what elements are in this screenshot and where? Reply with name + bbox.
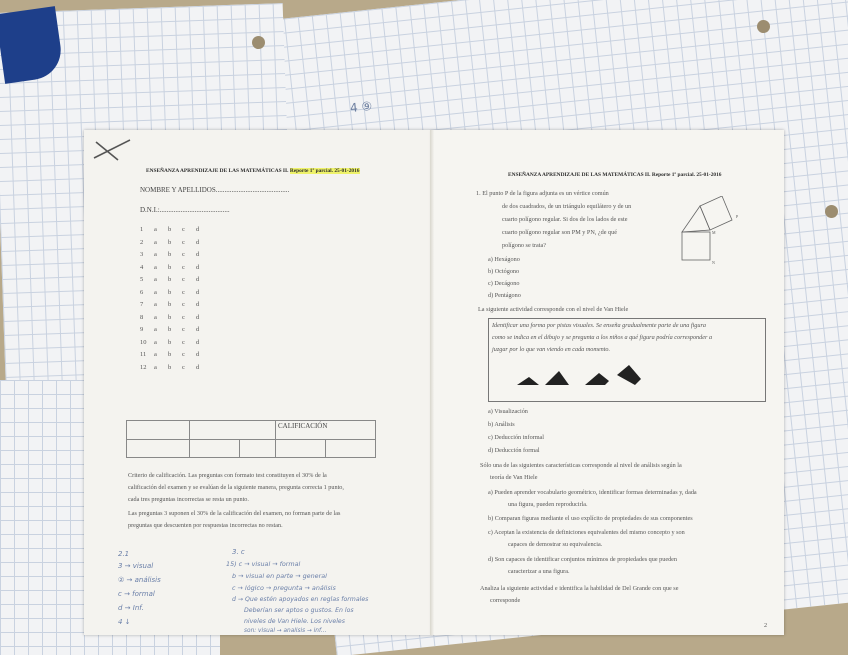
grade-label: CALIFICACIÓN [278, 422, 328, 430]
answer-row [140, 314, 210, 321]
answer-cell: b [168, 301, 172, 308]
header-highlight: Reporte 1º parcial. 25-01-2016 [289, 168, 360, 174]
answer-cell: b [168, 251, 172, 258]
activity-line: Identificar una forma por pistas visuales. Se enseña gradualmente parte de una figura [492, 322, 706, 329]
handwritten-label: 4 ⑨ [349, 98, 373, 116]
figure-label-p: P [736, 214, 739, 219]
answer-cell: d [196, 276, 200, 283]
answer-cell: a [154, 301, 157, 308]
answer-cell: d [196, 251, 200, 258]
option-line: b) Octógono [488, 268, 520, 275]
answer-row [140, 239, 210, 246]
answer-cell: a [154, 226, 157, 233]
handwritten-note: Deberían ser aptos o gustos. En los [244, 607, 354, 614]
answer-cell: d [196, 238, 200, 246]
question-line: teoría de Van Hiele [490, 474, 538, 481]
answer-row [140, 264, 210, 271]
handwritten-note: d → Que estén apoyados en reglas formales [232, 596, 369, 603]
option-line: a) Hexágono [488, 256, 520, 263]
question-line: 1. El punto P de la figura adjunta es un vértice común [476, 190, 609, 197]
answer-cell: b [168, 363, 172, 371]
answer-row [140, 301, 210, 308]
answer-cell: 8 [140, 313, 144, 321]
option-line: c) Deducción informal [488, 434, 545, 441]
answer-cell: d [196, 263, 200, 271]
answer-cell: d [196, 326, 200, 333]
answer-cell: 6 [140, 288, 144, 296]
answer-cell: d [196, 288, 200, 296]
answer-cell: c [182, 276, 185, 283]
punch-hole [252, 36, 265, 49]
handwritten-note: c → formal [118, 590, 155, 598]
answer-cell: b [168, 276, 172, 283]
activity-line: como se indica en el dibujo y se pregunta a los niños a qué figura podría corresponder a [492, 334, 713, 341]
answer-cell: 4 [140, 263, 144, 271]
criteria-line: cada tres preguntas incorrectas se resta un punto. [128, 496, 249, 503]
answer-cell: b [168, 326, 172, 333]
answer-cell: a [154, 288, 157, 296]
answer-cell: c [182, 338, 185, 346]
answer-cell: d [196, 313, 200, 321]
left-header: ENSEÑANZA APRENDIZAJE DE LAS MATEMÁTICAS II. Reporte 1º parcial. 25-01-2016 [146, 168, 360, 174]
answer-cell: a [154, 238, 157, 246]
handwritten-note: 3. c [232, 548, 245, 556]
grade-table [126, 420, 376, 458]
handwritten-note: d → Inf. [118, 604, 144, 612]
handwritten-note: 2.1 [118, 550, 130, 558]
answer-cell: d [196, 363, 200, 371]
answer-row [140, 289, 210, 296]
handwritten-note: 15) c → visual → formal [226, 560, 301, 568]
answer-cell: d [196, 226, 200, 233]
handwritten-note: niveles de Van Hiele. Los niveles [244, 618, 345, 625]
answer-cell: a [154, 326, 157, 333]
option-line: d) Son capaces de identificar conjuntos mínimos de propiedades que pueden [488, 556, 678, 563]
answer-cell: c [182, 363, 185, 371]
answer-cell: 5 [140, 276, 144, 283]
cross-mark-icon [92, 136, 132, 162]
criteria-line: preguntas que descuenten por respuestas incorrectas no restan. [128, 522, 283, 529]
option-line: c) Decágono [488, 280, 520, 287]
answer-cell: a [154, 351, 157, 358]
answer-cell: c [182, 301, 185, 308]
answer-cell: 11 [140, 351, 147, 358]
answer-row [140, 326, 210, 333]
answer-cell: c [182, 226, 185, 233]
answer-cell: d [196, 301, 200, 308]
question-line: cuarto polígono regular. Si dos de los lados de este [502, 216, 628, 223]
answer-cell: 9 [140, 326, 144, 333]
page-number: 2 [764, 622, 768, 629]
question-line: La siguiente actividad corresponde con el nivel de Van Hiele [478, 306, 629, 313]
shape-sequence-icon [489, 319, 765, 401]
answer-cell: c [182, 288, 185, 296]
dni-field: D.N.I.:........................................ [140, 206, 230, 214]
figure-label-m: M [712, 230, 716, 235]
page-fold [430, 130, 434, 635]
option-line: b) Comparan figuras mediante el uso explícito de propiedades de sus componentes [488, 515, 693, 522]
handwritten-note: 4 ↓ [118, 618, 131, 626]
question-line: cuarto polígono regular son PM y PN, ¿de qué [502, 229, 617, 236]
answer-cell: a [154, 338, 157, 346]
answer-cell: b [168, 351, 172, 358]
option-line: d) Deducción formal [488, 447, 540, 454]
question-line: Sólo una de las siguientes características corresponde al nivel de análisis según la [480, 462, 682, 469]
answer-cell: 3 [140, 251, 144, 258]
answer-row [140, 276, 210, 283]
answer-cell: b [168, 238, 172, 246]
activity-box [488, 318, 766, 402]
question-line: Analiza la siguiente actividad e identifica la habilidad de Del Grande con que se [480, 585, 679, 592]
name-field: NOMBRE Y APELLIDOS.......................................... [140, 186, 290, 194]
answer-cell: 7 [140, 301, 144, 308]
activity-line: juzgar por lo que van viendo en cada momento. [492, 346, 611, 353]
option-line: c) Aceptan la existencia de definiciones equivalentes del mismo concepto y son [488, 529, 685, 536]
answer-cell: a [154, 313, 157, 321]
option-line: caracterizar a una figura. [508, 568, 570, 575]
criteria-line: calificación del examen y se evalúan de la siguiente manera, pregunta correcta 1 punto, [128, 484, 344, 491]
answer-row [140, 226, 210, 233]
handwritten-note: 3 → visual [118, 562, 154, 570]
answer-cell: 10 [140, 338, 147, 346]
answer-row [140, 364, 210, 371]
answer-row [140, 351, 210, 358]
answer-cell: 12 [140, 363, 147, 371]
answer-cell: b [168, 313, 172, 321]
answer-cell: b [168, 226, 172, 233]
polygon-figure [660, 196, 740, 266]
answer-cell: d [196, 351, 200, 358]
option-line: b) Análisis [488, 421, 515, 428]
question-line: corresponde [490, 597, 521, 604]
answer-cell: c [182, 238, 185, 246]
option-line: a) Pueden aprender vocabulario geométrico, identificar formas determinadas y, dada [488, 489, 697, 496]
answer-row [140, 339, 210, 346]
criteria-line: Criterio de calificación. Las preguntas con formato test constituyen el 30% de la [128, 472, 327, 479]
option-line: d) Pentágono [488, 292, 521, 299]
answer-cell: c [182, 251, 185, 258]
handwritten-note: ② → análisis [118, 576, 161, 584]
answer-cell: c [182, 326, 185, 333]
answer-cell: c [182, 351, 185, 358]
question-line: de dos cuadrados, de un triángulo equilátero y de un [502, 203, 632, 210]
punch-hole [757, 20, 770, 33]
answer-row [140, 251, 210, 258]
punch-hole [825, 205, 838, 218]
answer-cell: a [154, 276, 157, 283]
figure-label-n: N [712, 260, 715, 265]
answer-cell: a [154, 363, 157, 371]
option-line: una figura, pueden reproducirla. [508, 501, 588, 508]
handwritten-note: b → visual en parte → general [232, 572, 327, 580]
answer-cell: 1 [140, 226, 144, 233]
answer-cell: c [182, 313, 185, 321]
answer-cell: 2 [140, 238, 144, 246]
option-line: a) Visualización [488, 408, 528, 415]
criteria-line: Las preguntas 3 suponen el 30% de la calificación del examen, no forman parte de las [128, 510, 341, 517]
answer-cell: a [154, 251, 157, 258]
right-header: ENSEÑANZA APRENDIZAJE DE LAS MATEMÁTICAS II. Reporte 1º parcial. 25-01-2016 [508, 172, 722, 178]
answer-cell: b [168, 338, 172, 346]
answer-cell: c [182, 263, 185, 271]
answer-cell: b [168, 288, 172, 296]
answer-cell: b [168, 263, 172, 271]
answer-cell: a [154, 263, 157, 271]
question-line: polígono se trata? [502, 242, 546, 249]
handwritten-note: c → lógico → pregunta → análisis [232, 584, 336, 592]
answer-cell: d [196, 338, 200, 346]
option-line: capaces de demostrar su equivalencia. [508, 541, 603, 548]
handwritten-note: son: visual → analisis → inf... [244, 628, 327, 634]
